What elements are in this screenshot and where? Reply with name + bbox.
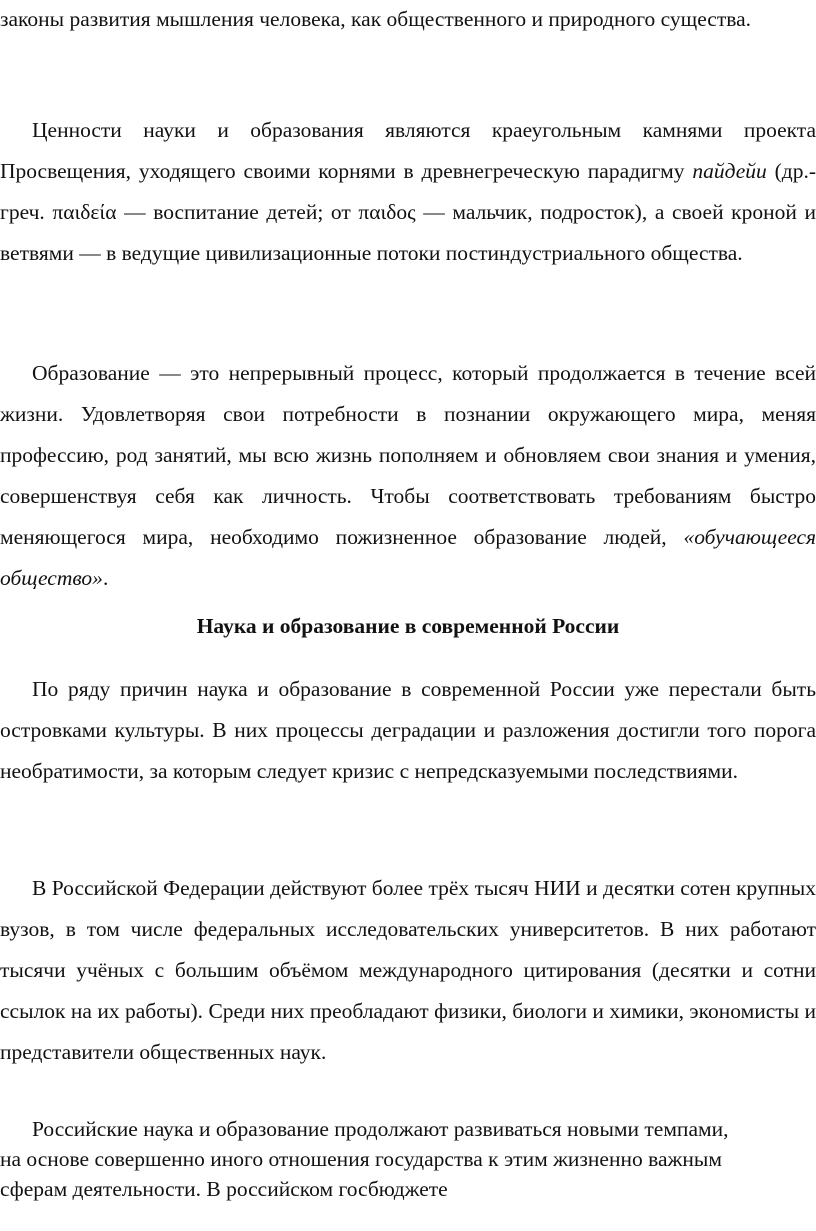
paragraph-1: законы развития мышления человека, как общественного и природного существа.	[0, 7, 752, 31]
paragraph-2	[0, 110, 816, 274]
paragraph-2-text-a: Ценности науки и образования являются краеугольным камнями проекта Просвещения, уходящего своими корнями в древнегреческую парадигму	[0, 118, 816, 183]
paragraph-2-italic-term: пайдейи	[692, 159, 767, 183]
paragraph-3-text-c: .	[102, 566, 109, 590]
paragraph-3-italic-phrase: «обучающееся общество»	[0, 525, 816, 590]
section-heading: Наука и образование в современной России	[196, 614, 620, 638]
paragraph-2-text-c: (др.-греч. παιδεία — воспитание детей; от παιδος — мальчик, подросток), а своей кроной и ветвями — в ведущие цивилизационные потоки постиндустриального общества.	[0, 159, 816, 265]
paragraph-3-text-a: Образование — это непрерывный процесс, который продолжается в течение всей жизни. Удовлетворяя свои потребности в познании окружающего мира, меняя профессию, род занятий, мы всю жизнь пополняем и обновляем свои знания и умения, совершенствуя себя как личность. Чтобы соответствовать требованиям быстро меняющегося мира, необходимо пожизненное образование людей,	[0, 361, 816, 549]
paragraph-4: По ряду причин наука и образование в современной России уже перестали быть островками культуры. В них процессы деградации и разложения достигли того порога необратимости, за которым следует кризис с непредсказуемыми последствиями.	[0, 677, 816, 783]
paragraph-6: Российские наука и образование продолжают развиваться новыми темпами, на основе совершенно иного отношения государства к этим жизненно важным сферам деятельности. В российском госбюджете	[0, 1117, 729, 1201]
paragraph-5: В Российской Федерации действуют более трёх тысяч НИИ и десятки сотен крупных вузов, в том числе федеральных исследовательских университетов. В них работают тысячи учёных с большим объёмом международного цитирования (десятки и сотни ссылок на их работы). Среди них преобладают физики, биологи и химики, экономисты и представители общественных наук.	[0, 876, 816, 1064]
paragraph-3	[0, 353, 816, 599]
